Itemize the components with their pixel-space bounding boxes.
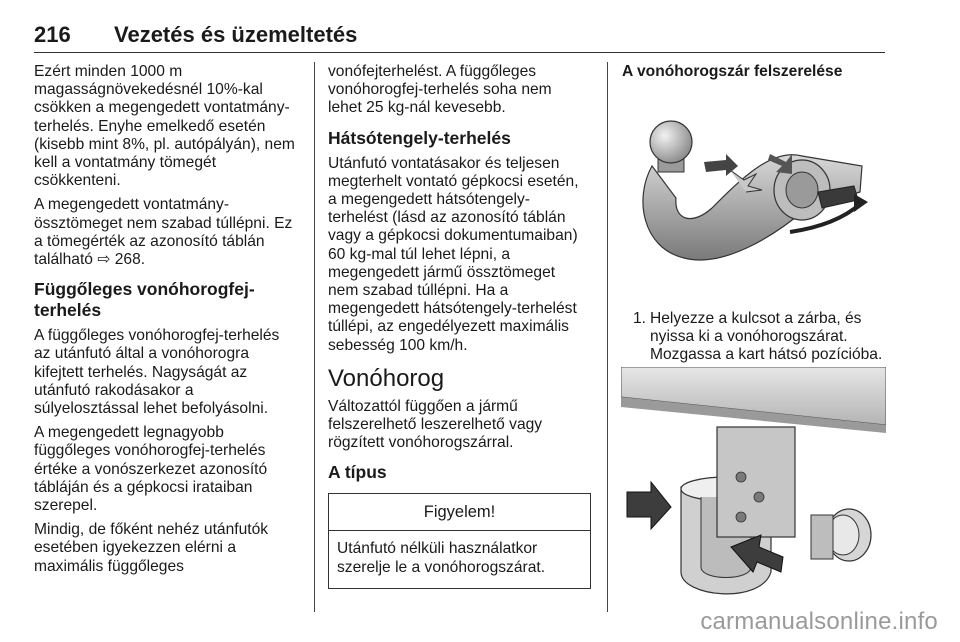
step-1: 1. Helyezze a kulcsot a zárba, és nyissa ki a vonóhorogszárat. Mozgassa a kart hátsó pozícióba. — [622, 310, 888, 365]
heading-vertical-load: Függőleges vonóhorogfej- terhelés — [34, 279, 255, 321]
warning-box — [328, 493, 591, 588]
paragraph-altitude: Ezért minden 1000 m magasságnövekedésnél 10%-kal csökken a megengedett vontatmány- terhelés. Enyhe emelkedő esetén (kisebb mint 8%, pl. autópályán), nem kell a vontatmány tömegét csökkenteni. — [34, 63, 295, 190]
page-number: 216 — [34, 22, 71, 47]
warning-body: Utánfutó nélküli használatkor szerelje le a vonóhorogszárat. — [337, 540, 546, 576]
watermark: carmanualsonline.info — [700, 608, 938, 635]
page-header — [34, 22, 885, 53]
paragraph-rear-axle: Utánfutó vontatásakor és teljesen megterhelt vontató gépkocsi esetén, a megengedett hátsótengely- terhelést (lásd az azonosító táblán vagy a gépkocsi dokumentumaiban) 60 kg-mal túl lehet lépni, a megengedett jármű össztömeget nem szabad túllépni. Ha a megengedett hátsótengely-terhelést túllépi, az engedélyezett maximális sebesség 100 km/h. — [328, 154, 579, 354]
paragraph-towbar: Változattól függően a jármű felszerelhető leszerelhető vagy rögzített vonóhorogszárral. — [328, 397, 543, 452]
receiver-mounting-illustration — [621, 367, 886, 612]
heading-rear-axle-load: Hátsótengely-terhelés — [328, 127, 511, 148]
column-divider — [607, 62, 608, 612]
heading-towbar: Vonóhorog — [328, 364, 445, 392]
column-divider — [314, 62, 315, 612]
paragraph-min-load: vonófejterhelést. A függőleges vonóhorogfej-terhelés soha nem lehet 25 kg-nál kevesebb. — [328, 63, 552, 117]
warning-title: Figyelem! — [329, 494, 590, 531]
paragraph-total-weight: A megengedett vontatmány- össztömeget nem szabad túllépni. Ez a tömegérték az azonosító táblán található ⇨ 268. — [34, 196, 293, 269]
heading-mounting: A vonóhorogszár felszerelése — [622, 63, 843, 80]
paragraph-max-vertical-load: A megengedett legnagyobb függőleges vonóhorogfej-terhelés értéke a vonószerkezet azonosító tábláján és a gépkocsi irataiban szerepel. — [34, 424, 268, 515]
towbar-arm-illustration — [622, 108, 886, 296]
paragraph-vertical-load: A függőleges vonóhorogfej-terhelés az utánfutó által a vonóhorogra kifejtett terhelés. Nagyságát az utánfutó rakodásakor a súlyelosztással lehet befolyásolni. — [34, 327, 280, 418]
page-title: Vezetés és üzemeltetés — [114, 22, 358, 47]
heading-type-a: A típus — [328, 462, 387, 483]
column-1 — [34, 63, 306, 582]
paragraph-heavy-trailers: Mindig, de főként nehéz utánfutók esetében igyekezzen elérni a maximális függőleges — [34, 521, 269, 575]
page-reference[interactable]: 268. — [114, 251, 146, 269]
step-number: 1. — [632, 310, 646, 327]
column-2 — [328, 63, 596, 589]
page-reference-icon: ⇨ — [97, 251, 111, 269]
